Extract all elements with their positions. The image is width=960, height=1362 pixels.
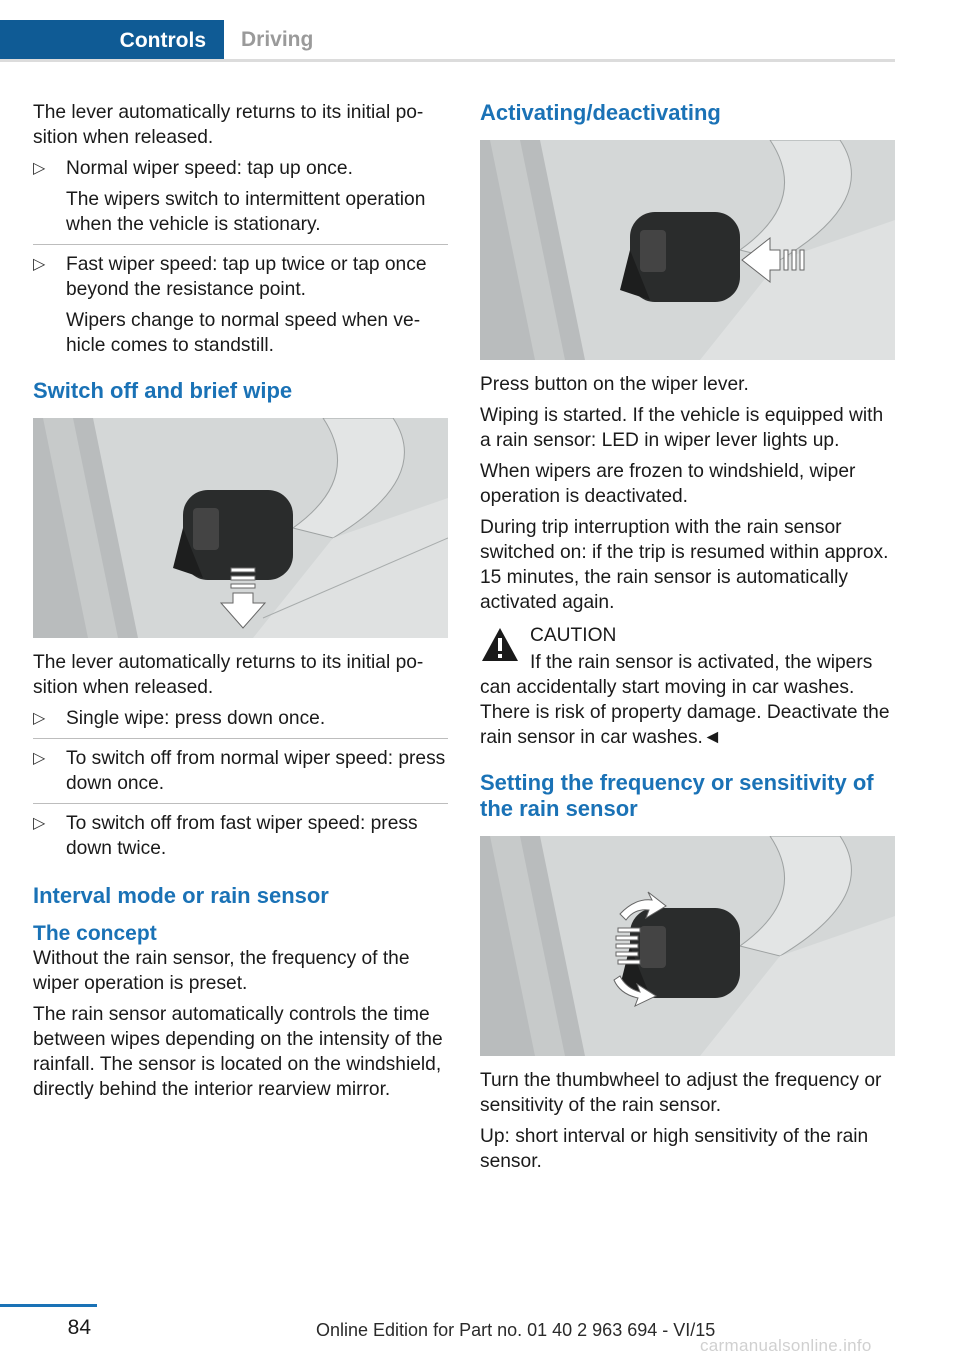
tab-controls[interactable]: Controls <box>0 20 224 62</box>
triangle-bullet-icon: ▷ <box>33 815 46 832</box>
caution-box <box>480 623 895 750</box>
right-column <box>480 100 895 1180</box>
section-heading: Activating/deactivating <box>480 100 721 125</box>
section-heading: Setting the frequency or sensitivity of the rain sensor <box>480 770 874 821</box>
paragraph: The lever automatically returns to its initial position when released. <box>33 652 424 698</box>
switch-off-list <box>33 706 448 861</box>
page-number: 84 <box>67 1316 91 1339</box>
edition-text: Online Edition for Part no. 01 40 2 963 694 - VI/15 <box>316 1320 716 1340</box>
list-item: ▷ Fast wiper speed: tap up twice or tap once beyond the resistance point. Wipers change to normal speed when vehicle comes to standstill. <box>33 244 448 358</box>
section-heading: Interval mode or rain sensor <box>33 883 329 908</box>
thumbwheel-figure <box>480 836 895 1056</box>
subsection-heading: The concept <box>33 922 157 945</box>
paragraph: Wiping is started. If the vehicle is equipped with a rain sensor: LED in wiper lever lights up. <box>480 405 884 451</box>
left-column <box>33 100 448 1108</box>
list-item: ▷ To switch off from fast wiper speed: press down twice. <box>33 803 448 861</box>
triangle-bullet-icon: ▷ <box>33 256 46 273</box>
section-heading: Switch off and brief wipe <box>33 378 293 403</box>
caution-text: can accidentally start moving in car washes. There is risk of property damage. Deactivate the rain sensor in car washes.◄ <box>480 677 890 748</box>
wiper-lever-button-figure <box>480 140 895 360</box>
list-item: ▷ Single wipe: press down once. <box>33 708 326 729</box>
list-item: ▷ To switch off from normal wiper speed: press down once. <box>33 738 448 796</box>
paragraph: The rain sensor automatically controls the time between wipes depending on the intensity of the rainfall. The sensor is located on the windshield, directly behind the interior rearview mirror. <box>33 1004 443 1100</box>
caution-text: If the rain sensor is activated, the wipers <box>530 652 873 673</box>
header-divider <box>0 59 895 62</box>
page-header <box>0 0 895 62</box>
triangle-bullet-icon: ▷ <box>33 160 46 177</box>
watermark: carmanualsonline.info <box>700 1336 872 1355</box>
paragraph: During trip interruption with the rain sensor switched on: if the trip is resumed within approx. 15 minutes, the rain sensor is automatically activated again. <box>480 517 889 613</box>
triangle-bullet-icon: ▷ <box>33 710 46 727</box>
paragraph: When wipers are frozen to windshield, wiper operation is deactivated. <box>480 461 856 507</box>
wiper-lever-press-down-figure <box>33 418 448 638</box>
paragraph: The lever automatically returns to its initial position when released. <box>33 102 424 148</box>
tab-driving[interactable]: Driving <box>241 27 314 51</box>
triangle-bullet-icon: ▷ <box>33 750 46 767</box>
paragraph: Without the rain sensor, the frequency of the wiper operation is preset. <box>33 948 410 994</box>
warning-triangle-icon <box>480 625 520 670</box>
footer-accent-line <box>0 1304 97 1307</box>
paragraph: Press button on the wiper lever. <box>480 374 749 395</box>
caution-title: CAUTION <box>530 625 617 646</box>
list-item: ▷ Normal wiper speed: tap up once. The wipers switch to intermittent operation when the vehicle is stationary. <box>33 158 426 235</box>
wiper-speed-list <box>33 156 448 358</box>
paragraph: Up: short interval or high sensitivity of the rain sensor. <box>480 1126 869 1172</box>
paragraph: Turn the thumbwheel to adjust the frequency or sensitivity of the rain sensor. <box>480 1070 882 1116</box>
